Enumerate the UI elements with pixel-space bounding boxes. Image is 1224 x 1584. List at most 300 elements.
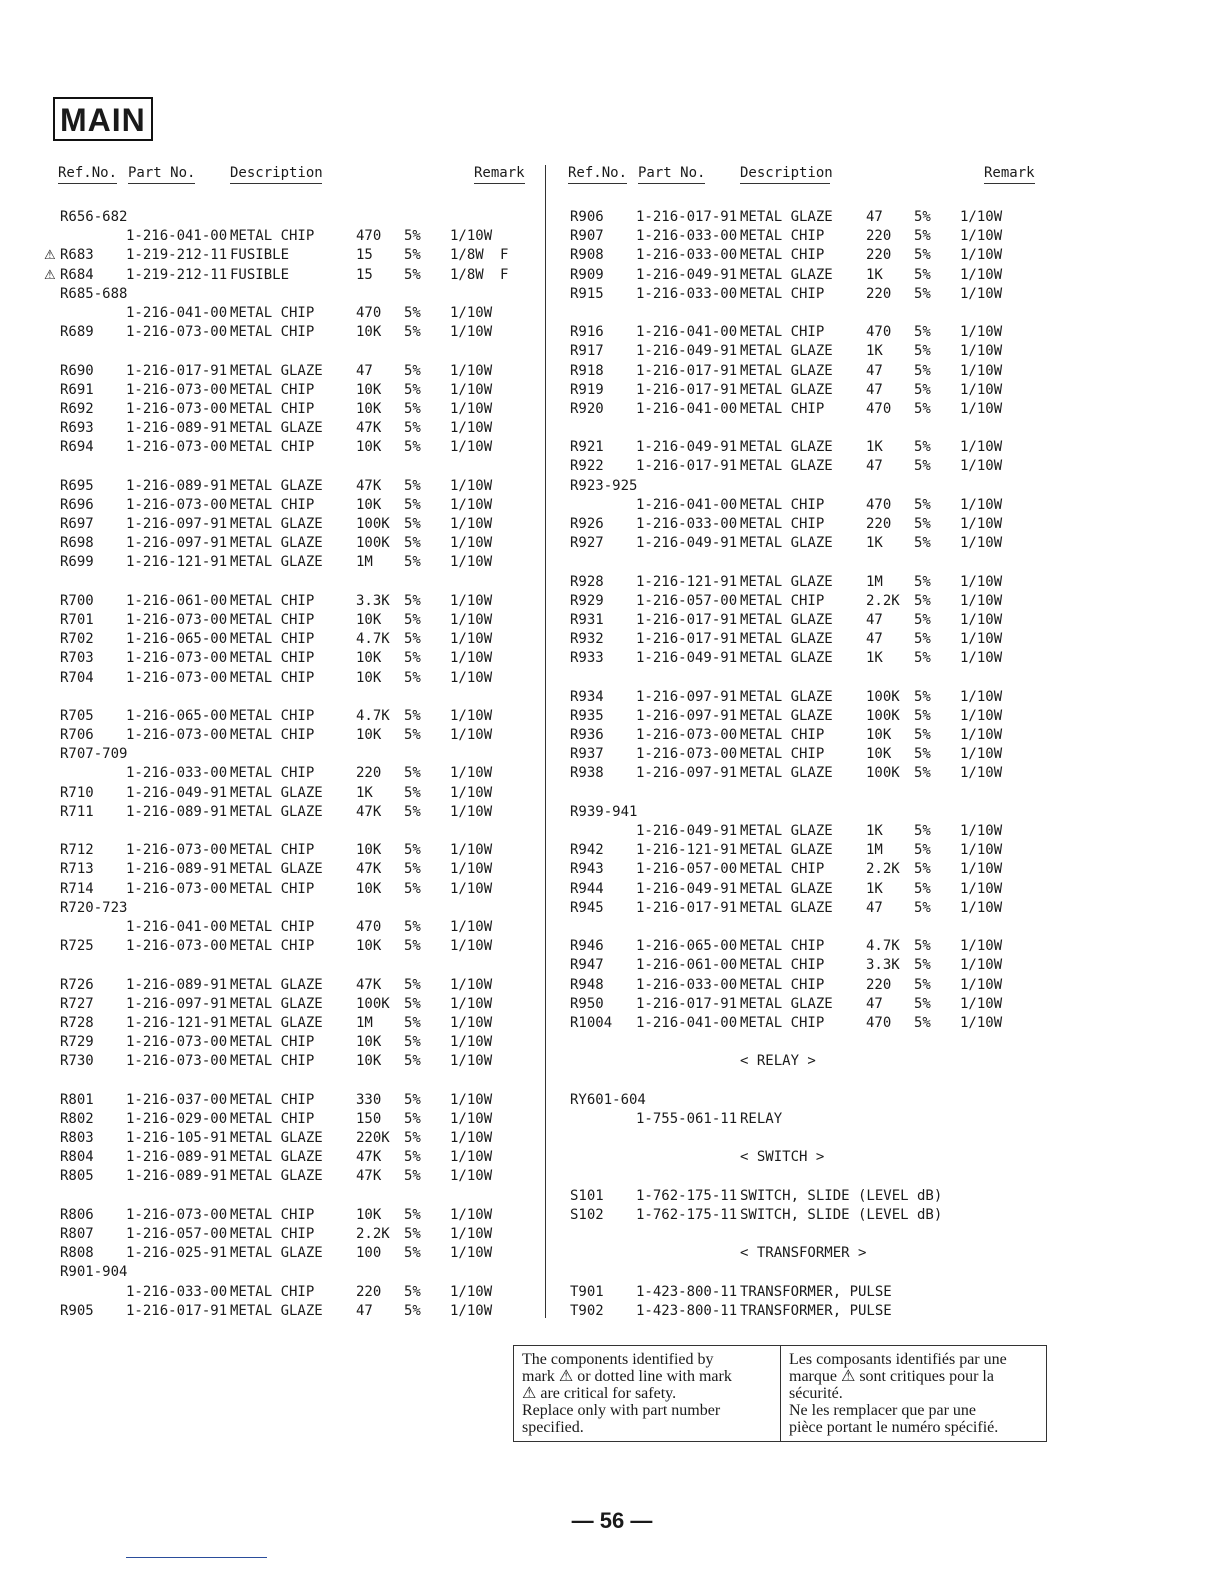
spacer-row — [52, 573, 524, 592]
part-no: 1-216-057-00 — [636, 592, 738, 609]
rating: 1/10W — [450, 1283, 493, 1300]
ref-no: R927 — [570, 535, 604, 552]
part-no: 1-423-800-11 — [636, 1283, 738, 1300]
rating: 1/10W — [960, 631, 1003, 648]
part-no: 1-216-073-00 — [126, 381, 228, 398]
description: METAL GLAZE — [740, 995, 833, 1012]
part-row — [52, 534, 524, 553]
part-no: 1-216-073-00 — [126, 727, 228, 744]
part-row — [562, 995, 1034, 1014]
rating: 1/10W — [450, 669, 493, 686]
part-row — [562, 342, 1034, 361]
part-no: 1-216-017-91 — [636, 458, 738, 475]
part-row — [52, 323, 524, 342]
safety-notice — [513, 1345, 1047, 1442]
part-no: 1-216-073-00 — [636, 727, 738, 744]
safety-notice-english — [514, 1346, 780, 1441]
part-no: 1-216-097-91 — [126, 535, 228, 552]
description: METAL CHIP — [230, 439, 315, 456]
part-row — [52, 745, 524, 764]
group-heading: < SWITCH > — [740, 1149, 825, 1166]
rating: 1/10W — [960, 400, 1003, 417]
rating: 1/10W — [450, 765, 493, 782]
description: METAL GLAZE — [740, 631, 833, 648]
part-no: 1-216-049-91 — [636, 439, 738, 456]
rating: 1/10W — [960, 976, 1003, 993]
description: METAL CHIP — [230, 631, 315, 648]
rating: 1/10W — [960, 343, 1003, 360]
remark: F — [500, 266, 509, 283]
tolerance: 5% — [914, 746, 931, 763]
ref-no: R922 — [570, 458, 604, 475]
rating: 1/10W — [450, 1053, 493, 1070]
value: 1K — [866, 880, 883, 897]
part-row — [562, 649, 1034, 668]
ref-no: R711 — [60, 803, 94, 820]
value: 470 — [866, 496, 892, 513]
rating: 1/10W — [450, 611, 493, 628]
tolerance: 5% — [914, 631, 931, 648]
value: 47 — [866, 458, 883, 475]
value: 47K — [356, 1149, 382, 1166]
tolerance: 5% — [404, 669, 421, 686]
rating: 1/10W — [450, 976, 493, 993]
value: 10K — [356, 324, 382, 341]
tolerance: 5% — [914, 573, 931, 590]
part-no: 1-755-061-11 — [636, 1110, 738, 1127]
part-row — [562, 515, 1034, 534]
ref-no: R701 — [60, 611, 94, 628]
part-row — [562, 381, 1034, 400]
value: 220 — [866, 228, 892, 245]
part-row — [562, 1283, 1034, 1302]
tolerance: 5% — [404, 995, 421, 1012]
part-row — [562, 592, 1034, 611]
part-no: 1-762-175-11 — [636, 1206, 738, 1223]
tolerance: 5% — [404, 918, 421, 935]
part-no: 1-216-033-00 — [636, 247, 738, 264]
part-row — [562, 745, 1034, 764]
value: 470 — [356, 918, 382, 935]
rating: 1/10W — [450, 1034, 493, 1051]
part-no: 1-216-065-00 — [126, 707, 228, 724]
part-row — [52, 649, 524, 668]
value: 47 — [866, 631, 883, 648]
description: METAL CHIP — [230, 707, 315, 724]
rating: 1/10W — [450, 535, 493, 552]
tolerance: 5% — [914, 458, 931, 475]
parts-list-left — [44, 208, 524, 1321]
rating: 1/10W — [960, 458, 1003, 475]
rating: 1/10W — [960, 727, 1003, 744]
part-row — [44, 266, 524, 285]
tolerance: 5% — [404, 1168, 421, 1185]
value: 4.7K — [866, 938, 900, 955]
part-no: 1-216-033-00 — [126, 765, 228, 782]
part-row — [52, 1014, 524, 1033]
ref-no: R945 — [570, 899, 604, 916]
part-row — [52, 784, 524, 803]
rating: 1/10W — [450, 304, 493, 321]
ref-no: R901-904 — [60, 1264, 128, 1281]
rating: 1/10W — [450, 631, 493, 648]
part-no: 1-216-017-91 — [636, 631, 738, 648]
value: 10K — [356, 439, 382, 456]
ref-no: R702 — [60, 631, 94, 648]
ref-no: R802 — [60, 1110, 94, 1127]
ref-no: R908 — [570, 247, 604, 264]
description: METAL GLAZE — [230, 861, 323, 878]
part-no: 1-216-049-91 — [636, 535, 738, 552]
group-heading: < RELAY > — [740, 1053, 816, 1070]
rating: 1/10W — [450, 1014, 493, 1031]
part-row — [562, 841, 1034, 860]
tolerance: 5% — [914, 611, 931, 628]
ref-no: R728 — [60, 1014, 94, 1031]
part-row — [562, 707, 1034, 726]
tolerance: 5% — [914, 976, 931, 993]
part-row — [52, 899, 524, 918]
tolerance: 5% — [404, 496, 421, 513]
tolerance: 5% — [404, 976, 421, 993]
description: FUSIBLE — [230, 266, 290, 283]
part-no: 1-216-073-00 — [636, 746, 738, 763]
ref-no: R694 — [60, 439, 94, 456]
description: METAL GLAZE — [740, 573, 833, 590]
part-row — [562, 976, 1034, 995]
part-row — [562, 726, 1034, 745]
spacer-row — [562, 1263, 1034, 1282]
ref-no: R939-941 — [570, 803, 638, 820]
ref-no: R729 — [60, 1034, 94, 1051]
part-no: 1-216-073-00 — [126, 938, 228, 955]
header-remark: Remark — [984, 165, 1035, 184]
part-no: 1-762-175-11 — [636, 1187, 738, 1204]
rating: 1/10W — [960, 209, 1003, 225]
value: 47 — [356, 362, 373, 379]
part-no: 1-216-073-00 — [126, 496, 228, 513]
description: METAL CHIP — [230, 1034, 315, 1051]
safety-notice-french — [780, 1346, 1046, 1441]
tolerance: 5% — [914, 727, 931, 744]
part-no: 1-216-097-91 — [636, 688, 738, 705]
description: METAL CHIP — [740, 727, 825, 744]
ref-no: R726 — [60, 976, 94, 993]
rating: 1/10W — [960, 535, 1003, 552]
ref-no: R943 — [570, 861, 604, 878]
value: 10K — [356, 880, 382, 897]
ref-no: R690 — [60, 362, 94, 379]
part-row — [562, 822, 1034, 841]
part-row — [52, 860, 524, 879]
part-row — [562, 630, 1034, 649]
ref-no: R801 — [60, 1091, 94, 1108]
spacer-row — [52, 822, 524, 841]
part-row — [562, 477, 1034, 496]
tolerance: 5% — [404, 554, 421, 571]
part-row — [52, 976, 524, 995]
rating: 1/10W — [450, 880, 493, 897]
tolerance: 5% — [914, 1014, 931, 1031]
ref-no: R1004 — [570, 1014, 613, 1031]
part-no: 1-219-212-11 — [126, 266, 228, 283]
part-no: 1-216-033-00 — [636, 976, 738, 993]
description: METAL CHIP — [230, 1283, 315, 1300]
value: 3.3K — [356, 592, 390, 609]
description: METAL GLAZE — [740, 535, 833, 552]
part-row — [562, 400, 1034, 419]
tolerance: 5% — [404, 650, 421, 667]
value: 1M — [866, 842, 883, 859]
value: 15 — [356, 266, 373, 283]
tolerance: 5% — [914, 362, 931, 379]
part-no: 1-216-121-91 — [126, 1014, 228, 1031]
tolerance: 5% — [914, 439, 931, 456]
rating: 1/10W — [450, 592, 493, 609]
rating: 1/10W — [450, 420, 493, 437]
rating: 1/10W — [960, 880, 1003, 897]
parts-column-left — [44, 162, 525, 1321]
ref-no: R706 — [60, 727, 94, 744]
description: METAL GLAZE — [740, 611, 833, 628]
spacer-row — [562, 784, 1034, 803]
ref-no: R917 — [570, 343, 604, 360]
rating: 1/10W — [960, 995, 1003, 1012]
rating: 1/10W — [450, 727, 493, 744]
spacer-row — [562, 304, 1034, 323]
description: METAL GLAZE — [230, 1014, 323, 1031]
value: 10K — [356, 1053, 382, 1070]
part-row — [562, 803, 1034, 822]
description: METAL CHIP — [230, 381, 315, 398]
part-no: 1-216-033-00 — [126, 1283, 228, 1300]
ref-no: R909 — [570, 266, 604, 283]
part-no: 1-216-041-00 — [636, 496, 738, 513]
tolerance: 5% — [404, 803, 421, 820]
part-row — [52, 208, 524, 227]
part-row — [52, 1091, 524, 1110]
tolerance: 5% — [914, 899, 931, 916]
part-no: 1-216-061-00 — [126, 592, 228, 609]
ref-no: R934 — [570, 688, 604, 705]
part-row — [562, 899, 1034, 918]
rating: 1/10W — [960, 324, 1003, 341]
part-no: 1-216-089-91 — [126, 477, 228, 494]
header-part-no: Part No. — [128, 165, 195, 184]
ref-no: R937 — [570, 746, 604, 763]
spacer-row — [52, 1071, 524, 1090]
part-row — [52, 1225, 524, 1244]
part-no: 1-216-089-91 — [126, 420, 228, 437]
rating: 1/10W — [450, 228, 493, 245]
tolerance: 5% — [914, 496, 931, 513]
value: 100K — [356, 995, 390, 1012]
value: 220K — [356, 1130, 390, 1146]
tolerance: 5% — [914, 209, 931, 225]
part-no: 1-216-017-91 — [636, 899, 738, 916]
value: 47K — [356, 420, 382, 437]
notice-line: mark ⚠ or dotted line with mark — [522, 1368, 732, 1385]
part-row — [52, 1033, 524, 1052]
value: 10K — [356, 727, 382, 744]
description: METAL GLAZE — [230, 477, 323, 494]
value: 1M — [866, 573, 883, 590]
rating: 1/10W — [450, 1091, 493, 1108]
tolerance: 5% — [404, 1206, 421, 1223]
rating: 1/10W — [960, 516, 1003, 532]
value: 10K — [356, 400, 382, 417]
description: METAL GLAZE — [230, 420, 323, 437]
description: METAL GLAZE — [740, 823, 833, 839]
rating: 1/10W — [450, 1130, 493, 1146]
group-heading: < TRANSFORMER > — [740, 1245, 867, 1262]
value: 220 — [866, 247, 892, 264]
rating: 1/10W — [450, 1149, 493, 1166]
part-no: 1-216-049-91 — [636, 880, 738, 897]
spacer-row — [562, 669, 1034, 688]
part-row — [52, 1244, 524, 1263]
rating: 1/10W — [960, 707, 1003, 724]
part-row — [52, 707, 524, 726]
value: 3.3K — [866, 957, 900, 974]
part-row — [52, 285, 524, 304]
header-description: Description — [740, 165, 830, 184]
part-no: 1-216-065-00 — [636, 938, 738, 955]
part-row — [52, 1263, 524, 1282]
description: METAL CHIP — [230, 496, 315, 513]
value: 2.2K — [866, 592, 900, 609]
part-row — [44, 246, 524, 265]
part-row — [52, 1283, 524, 1302]
ref-no: R689 — [60, 324, 94, 341]
part-row — [52, 1206, 524, 1225]
rating: 1/10W — [960, 899, 1003, 916]
description: METAL CHIP — [740, 861, 825, 878]
tolerance: 5% — [914, 995, 931, 1012]
ref-no: R710 — [60, 784, 94, 801]
description: METAL CHIP — [230, 1206, 315, 1223]
description: METAL CHIP — [230, 400, 315, 417]
part-no: 1-216-057-00 — [126, 1225, 228, 1242]
ref-no: R944 — [570, 880, 604, 897]
ref-no: R938 — [570, 765, 604, 782]
tolerance: 5% — [404, 535, 421, 552]
footer-rule — [126, 1557, 267, 1558]
safety-warning-icon: ⚠ — [44, 267, 56, 283]
value: 100K — [356, 535, 390, 552]
description: METAL GLAZE — [740, 688, 833, 705]
ref-no: R808 — [60, 1245, 94, 1262]
value: 1K — [866, 650, 883, 667]
rating: 1/10W — [450, 1206, 493, 1223]
description: METAL CHIP — [230, 228, 315, 245]
value: 220 — [356, 765, 382, 782]
part-no: 1-216-017-91 — [636, 995, 738, 1012]
ref-no: R923-925 — [570, 477, 638, 494]
description: METAL GLAZE — [740, 266, 833, 283]
rating: 1/10W — [450, 861, 493, 878]
description: METAL GLAZE — [740, 707, 833, 724]
description: METAL CHIP — [740, 496, 825, 513]
header-ref-no: Ref.No. — [568, 165, 627, 184]
tolerance: 5% — [404, 1225, 421, 1242]
part-no: 1-216-017-91 — [126, 1302, 228, 1319]
description: METAL GLAZE — [740, 458, 833, 475]
part-no: 1-216-037-00 — [126, 1091, 228, 1108]
part-no: 1-216-073-00 — [126, 880, 228, 897]
rating: 1/10W — [960, 266, 1003, 283]
description: METAL CHIP — [740, 1014, 825, 1031]
spacer-row — [562, 1071, 1034, 1090]
ref-no: R803 — [60, 1130, 94, 1146]
tolerance: 5% — [914, 381, 931, 398]
part-row — [52, 841, 524, 860]
description: METAL GLAZE — [740, 439, 833, 456]
tolerance: 5% — [404, 304, 421, 321]
rating: 1/10W — [960, 650, 1003, 667]
ref-no: R656-682 — [60, 209, 128, 225]
ref-no: R703 — [60, 650, 94, 667]
tolerance: 5% — [404, 938, 421, 955]
value: 1K — [866, 535, 883, 552]
ref-no: R714 — [60, 880, 94, 897]
part-row — [562, 534, 1034, 553]
safety-warning-icon: ⚠ — [44, 248, 56, 264]
part-row — [52, 477, 524, 496]
ref-no: R704 — [60, 669, 94, 686]
part-no: 1-216-121-91 — [636, 573, 738, 590]
description: METAL GLAZE — [230, 1302, 323, 1319]
ref-no: R683 — [60, 247, 94, 264]
part-no: 1-216-089-91 — [126, 1149, 228, 1166]
column-header — [52, 162, 524, 188]
description: METAL CHIP — [230, 669, 315, 686]
ref-no: R805 — [60, 1168, 94, 1185]
column-header — [562, 162, 1034, 188]
description: METAL GLAZE — [740, 381, 833, 398]
tolerance: 5% — [914, 592, 931, 609]
part-no: 1-216-065-00 — [126, 631, 228, 648]
tolerance: 5% — [914, 516, 931, 532]
part-row — [562, 1187, 1034, 1206]
value: 10K — [356, 1034, 382, 1051]
spacer-row — [562, 918, 1034, 937]
description: METAL GLAZE — [740, 209, 833, 225]
part-row — [562, 285, 1034, 304]
rating: 1/10W — [450, 477, 493, 494]
description: METAL GLAZE — [230, 784, 323, 801]
value: 4.7K — [356, 631, 390, 648]
rating: 1/10W — [960, 938, 1003, 955]
tolerance: 5% — [404, 784, 421, 801]
rating: 1/10W — [450, 1302, 493, 1319]
rating: 1/10W — [450, 803, 493, 820]
rating: 1/10W — [450, 1110, 493, 1127]
spacer-row — [562, 553, 1034, 572]
value: 10K — [356, 1206, 382, 1223]
part-row — [52, 400, 524, 419]
description: METAL CHIP — [740, 247, 825, 264]
rating: 1/10W — [960, 381, 1003, 398]
tolerance: 5% — [914, 938, 931, 955]
header-description: Description — [230, 165, 322, 184]
tolerance: 5% — [914, 765, 931, 782]
part-no: 1-216-041-00 — [126, 228, 228, 245]
rating: 1/10W — [450, 516, 493, 532]
tolerance: 5% — [404, 1053, 421, 1070]
ref-no: R935 — [570, 707, 604, 724]
description: METAL GLAZE — [740, 650, 833, 667]
